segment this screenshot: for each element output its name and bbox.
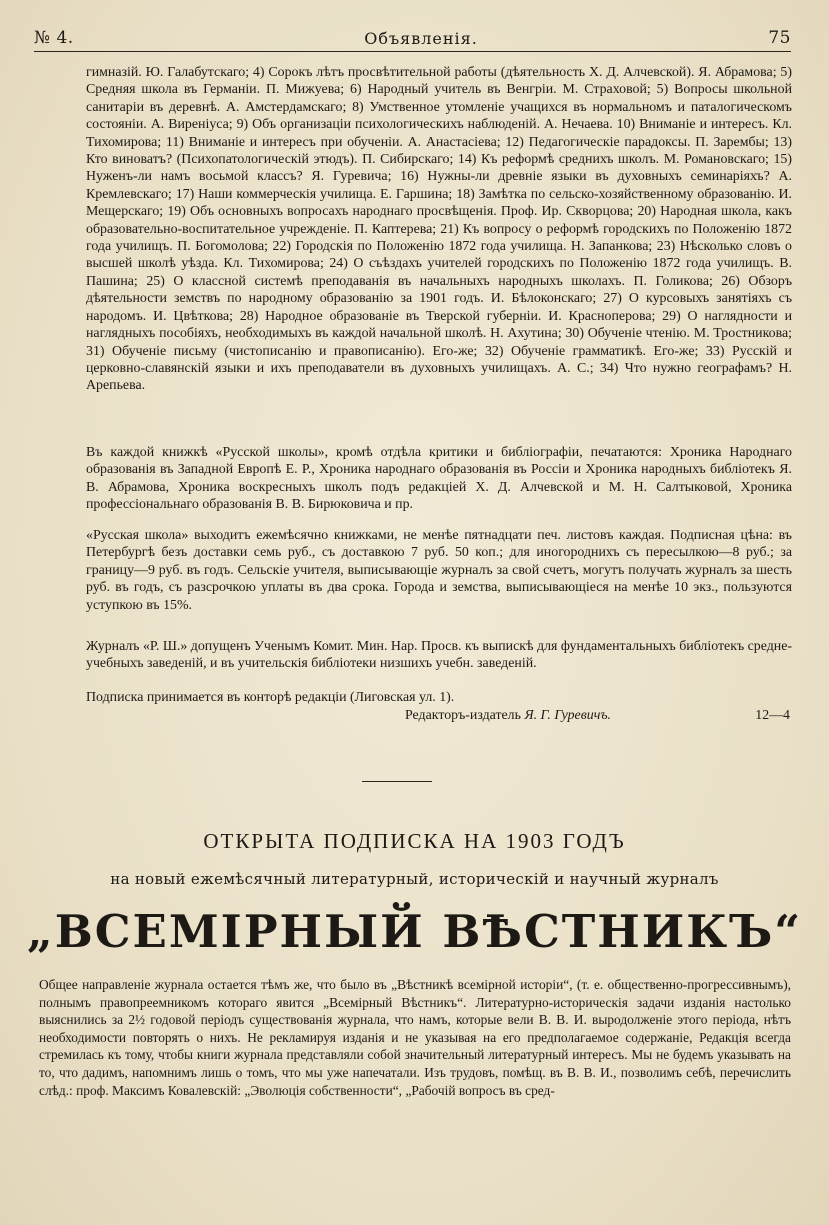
announcement-subtitle: на новый ежемѣсячный литературный, историческій и научный журналъ (110, 870, 719, 888)
announcement-body (39, 976, 791, 1099)
page-header (34, 22, 791, 48)
section-title: Объявленія. (364, 29, 478, 48)
paragraph-text: Общее направленіе журнала остается тѣмъ же, что было въ „Вѣстникѣ всемірной исторіи“, (т. е. общественно-прогрессивнымъ), полнымъ правопреемникомъ котораго явится „Всемірный Вѣстникъ“. Литературно-историческія задачи изданія настолько выяснились за 2½ годовой періодъ существованія журнала, что намъ, которые вели В. В. И. выродолженіе этого періода, нѣтъ необходимости повторять о нихъ. Не рекламируя изданія и не указывая на его предполагаемое содержаніе, Редакція всегда стремилась къ тому, чтобы книги журнала представляли собой значительный литературный интересъ. Мы не будемъ указывать на то, что дадимъ, напомнимъ лишь о томъ, что мы уже напечатали. Изъ трудовъ, помѣщ. въ В. В. И., позволимъ себѣ, перечислить слѣд.: проф. Максимъ Ковалевскій: „Эволюція собственности“, „Рабочій вопросъ въ сред- (39, 977, 791, 1098)
editor-prefix: Редакторъ-издатель (405, 708, 521, 723)
section-divider (362, 781, 432, 782)
subscription-price-paragraph (86, 527, 792, 614)
paragraph-text: гимназій. Ю. Галабутскаго; 4) Сорокъ лѣтъ просвѣтительной работы (дѣятельность X. Д. Алчевской). Я. Абрамова; 5) Средняя школа въ Германіи. П. Мижуева; 6) Народный учитель въ Венгріи. М. Страховой; 5) Вопросы школьной санитаріи въ деревнѣ. А. Амстердамскаго; 8) Умственное утомленіе учащихся въ нормальномъ и паталогическомъ состояніи. А. Виренiуса; 9) Объ организаціи психологическихъ наблюденій. А. Нечаева. 10) Вниманіе и интересъ. Кл. Тихомирова; 11) Вниманіе и интересъ при обученіи. А. Анастасіева; 12) Педагогическіе парадоксы. П. Зарембы; 13) Кто виноватъ? (Психопатологическій этюдъ). П. Сибирскаго; 14) Къ реформѣ среднихъ школъ. М. Романовскаго; 15) Нуженъ-ли намъ восьмой классъ? Я. Гуревича; 16) Нужны-ли древніе языки въ духовныхъ семинаріяхъ? А. Кремлевскаго; 17) Наши коммерческія училища. Е. Гаршина; 18) Замѣтка по сельско-хозяйственному образованію. И. Мещерскаго; 19) Объ основныхъ вопросахъ народнаго просвѣщенія. Проф. Ир. Скворцова; 20) Народная школа, какъ образовательно-воспитательное учрежденіе. П. Каптерева; 21) Къ вопросу о реформѣ городскихъ по Положенію 1872 года училищъ. П. Богомолова; 22) Городскія по Положенію 1872 года училища. Н. Запанкова; 23) Нѣсколько словъ о высшей школѣ уѣзда. Кл. Тихомирова; 24) О съѣздахъ учителей городскихъ по Положенію 1872 года училищъ. В. Пашина; 25) О классной системѣ преподаванія въ начальныхъ народныхъ школахъ. П. Голикова; 26) Обзоръ дѣятельности земствъ по народному образованію за 1901 годъ. И. Бѣлоконскаго; 27) О курсовыхъ занятіяхъ съ народомъ. И. Цвѣткова; 28) Народное образованіе въ Тверской губерніи. И. Красноперова; 29) О наглядности и наглядныхъ пособіяхъ, необходимыхъ въ каждой начальной школѣ. Н. Ахутина; 30) Обученіе чтенію. М. Тростникова; 31) Обученіе письму (чистописанію и правописанію). Его-же; 32) Обученіе грамматикѣ. Его-же; 33) Русскій и церковно-славянскій языки и ихъ преподаватели въ духовныхъ училищахъ. А. С.; 34) Что нужно географамъ? Н. Арепьева. (86, 65, 792, 394)
chronicle-paragraph (86, 444, 792, 514)
journal-name-headline: „ВСЕМІРНЫЙ ВѢСТНИКЪ“ (26, 905, 803, 958)
editor-line (405, 708, 790, 724)
ad-code: 12—4 (755, 708, 790, 723)
paragraph-text: «Русская школа» выходитъ ежемѣсячно книжками, не менѣе пятнадцати печ. листовъ каждая. Подписная цѣна: въ Петербургѣ безъ доставки семь руб., съ доставкою 7 руб. 50 коп.; для иногороднихъ съ пересылкою—8 руб.; за границу—9 руб. въ годъ. Сельскіе учителя, выписывающіе журналъ за свой счетъ, могутъ получать журналъ за шесть руб. въ годъ, съ разсрочкою уплаты въ два срока. Города и земства, выписывающіеся на менѣе 10 экз., пользуются уступкою въ 15%. (86, 528, 792, 613)
announcement-title: ОТКРЫТА ПОДПИСКА НА 1903 ГОДЪ (203, 829, 626, 853)
editor-signature (405, 708, 611, 724)
page-number: 75 (768, 28, 791, 48)
contents-list-paragraph (86, 64, 792, 395)
editor-name: Я. Г. Гуревичъ. (524, 708, 612, 723)
subscription-office-line: Подписка принимается въ конторѣ редакціи (Лиговская ул. 1). (86, 690, 455, 705)
paragraph-text: Въ каждой книжкѣ «Русской школы», кромѣ отдѣла критики и библіографіи, печатаются: Хроника Народнаго образованія въ Западной Европѣ Е. Р., Хроника народнаго образованія въ Россіи и Хроника народныхъ библіотекъ Я. В. Абрамова, Хроника воскресныхъ школъ подъ редакціей X. Д. Алчевской и М. Н. Салтыковой, Хроника профессіональнаго образованія В. В. Бирюковича и пр. (86, 445, 792, 513)
issue-number: № 4. (34, 28, 74, 48)
paragraph-text: Журналъ «Р. Ш.» допущенъ Ученымъ Комит. Мин. Нар. Просв. къ выпискѣ для фундаментальныхъ библіотекъ средне-учебныхъ заведеній, и въ учительскія библіотеки низшихъ учебн. заведеній. (86, 639, 792, 672)
header-rule (34, 51, 791, 52)
approval-paragraph (86, 638, 792, 673)
